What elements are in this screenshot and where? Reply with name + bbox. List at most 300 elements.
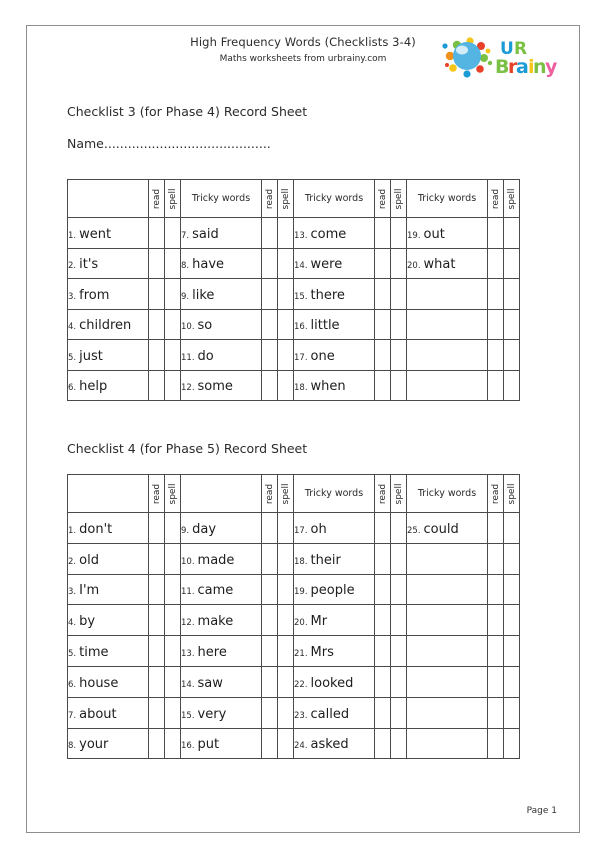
word-number: 24. bbox=[294, 741, 308, 752]
word-text: oh bbox=[310, 521, 327, 537]
word-cell-empty bbox=[407, 574, 488, 605]
word-number: 5. bbox=[68, 649, 77, 660]
svg-text:R: R bbox=[514, 39, 528, 59]
spell-checkbox-cell[interactable] bbox=[391, 728, 407, 759]
header-words-2 bbox=[181, 475, 262, 513]
word-number: 15. bbox=[294, 291, 308, 302]
read-checkbox-cell[interactable] bbox=[262, 605, 278, 636]
spell-checkbox-cell[interactable] bbox=[504, 636, 520, 667]
word-text: like bbox=[192, 287, 215, 303]
word-text: your bbox=[79, 737, 109, 753]
header-words-3: Tricky words bbox=[294, 475, 375, 513]
word-text: looked bbox=[310, 675, 354, 691]
word-text: it's bbox=[79, 257, 99, 273]
word-cell bbox=[181, 543, 262, 574]
word-number: 17. bbox=[294, 525, 308, 536]
word-text: some bbox=[197, 379, 233, 395]
read-checkbox-cell[interactable] bbox=[149, 728, 165, 759]
header-spell-3: spell bbox=[391, 180, 407, 218]
spell-checkbox-cell[interactable] bbox=[504, 218, 520, 249]
spell-checkbox-cell[interactable] bbox=[278, 666, 294, 697]
checklist4-table bbox=[67, 474, 520, 759]
word-cell-empty bbox=[407, 370, 488, 401]
spell-checkbox-cell[interactable] bbox=[278, 728, 294, 759]
header-read-2: read bbox=[262, 475, 278, 513]
read-checkbox-cell[interactable] bbox=[262, 370, 278, 401]
word-cell bbox=[294, 728, 375, 759]
word-cell-empty bbox=[407, 636, 488, 667]
word-text: house bbox=[79, 675, 119, 691]
read-checkbox-cell[interactable] bbox=[375, 728, 391, 759]
read-checkbox-cell[interactable] bbox=[149, 666, 165, 697]
spell-checkbox-cell[interactable] bbox=[165, 513, 181, 544]
word-cell bbox=[68, 218, 149, 249]
word-cell bbox=[68, 543, 149, 574]
read-checkbox-cell[interactable] bbox=[149, 697, 165, 728]
spell-checkbox-cell[interactable] bbox=[504, 340, 520, 371]
spell-checkbox-cell[interactable] bbox=[504, 574, 520, 605]
word-number: 10. bbox=[181, 322, 195, 333]
word-text: about bbox=[79, 706, 117, 722]
read-checkbox-cell[interactable] bbox=[149, 218, 165, 249]
table-row bbox=[68, 370, 520, 401]
word-cell bbox=[294, 543, 375, 574]
spell-checkbox-cell[interactable] bbox=[165, 279, 181, 310]
word-number: 18. bbox=[294, 383, 308, 394]
word-cell bbox=[294, 636, 375, 667]
spell-checkbox-cell[interactable] bbox=[391, 543, 407, 574]
table-row bbox=[68, 279, 520, 310]
spell-checkbox-cell[interactable] bbox=[504, 309, 520, 340]
spell-checkbox-cell[interactable] bbox=[278, 218, 294, 249]
spell-checkbox-cell[interactable] bbox=[391, 218, 407, 249]
word-cell bbox=[407, 218, 488, 249]
header-spell-2: spell bbox=[278, 180, 294, 218]
read-checkbox-cell[interactable] bbox=[149, 636, 165, 667]
word-number: 22. bbox=[294, 679, 308, 690]
spell-checkbox-cell[interactable] bbox=[391, 513, 407, 544]
spell-checkbox-cell[interactable] bbox=[504, 605, 520, 636]
word-text: do bbox=[197, 348, 214, 364]
word-cell-empty bbox=[407, 697, 488, 728]
word-number: 2. bbox=[68, 261, 77, 272]
word-cell bbox=[294, 513, 375, 544]
svg-text:B: B bbox=[495, 56, 510, 78]
header-read-3: read bbox=[375, 475, 391, 513]
word-cell bbox=[181, 340, 262, 371]
word-cell-empty bbox=[407, 543, 488, 574]
spell-checkbox-cell[interactable] bbox=[391, 279, 407, 310]
word-text: from bbox=[79, 287, 110, 303]
spell-checkbox-cell[interactable] bbox=[391, 248, 407, 279]
table-row bbox=[68, 218, 520, 249]
word-text: said bbox=[192, 226, 219, 242]
word-cell-empty bbox=[407, 728, 488, 759]
checklist3-table-wrap bbox=[67, 179, 547, 401]
read-checkbox-cell[interactable] bbox=[149, 605, 165, 636]
word-cell bbox=[294, 279, 375, 310]
read-checkbox-cell[interactable] bbox=[149, 309, 165, 340]
svg-text:y: y bbox=[545, 56, 558, 78]
read-checkbox-cell[interactable] bbox=[149, 370, 165, 401]
urbrainy-logo-graphic bbox=[441, 32, 561, 88]
word-cell bbox=[68, 574, 149, 605]
spell-checkbox-cell[interactable] bbox=[391, 636, 407, 667]
word-cell bbox=[181, 218, 262, 249]
worksheet-content bbox=[67, 104, 547, 759]
spell-checkbox-cell[interactable] bbox=[165, 309, 181, 340]
word-text: day bbox=[192, 521, 217, 537]
word-cell bbox=[68, 636, 149, 667]
svg-text:a: a bbox=[516, 56, 529, 78]
word-cell bbox=[407, 248, 488, 279]
read-checkbox-cell[interactable] bbox=[262, 340, 278, 371]
word-text: just bbox=[79, 348, 103, 364]
table-row bbox=[68, 697, 520, 728]
word-number: 15. bbox=[181, 710, 195, 721]
read-checkbox-cell[interactable] bbox=[488, 370, 504, 401]
word-cell bbox=[181, 513, 262, 544]
page-header bbox=[27, 34, 579, 92]
header-words-3: Tricky words bbox=[294, 180, 375, 218]
header-read-3: read bbox=[375, 180, 391, 218]
read-checkbox-cell[interactable] bbox=[375, 309, 391, 340]
word-cell bbox=[294, 309, 375, 340]
read-checkbox-cell[interactable] bbox=[375, 370, 391, 401]
read-checkbox-cell[interactable] bbox=[488, 605, 504, 636]
word-text: were bbox=[310, 257, 343, 273]
word-text: came bbox=[197, 583, 234, 599]
word-number: 20. bbox=[294, 618, 308, 629]
read-checkbox-cell[interactable] bbox=[488, 666, 504, 697]
read-checkbox-cell[interactable] bbox=[262, 728, 278, 759]
word-text: out bbox=[423, 226, 445, 242]
section-title-checklist4: Checklist 4 (for Phase 5) Record Sheet bbox=[67, 441, 308, 456]
read-checkbox-cell[interactable] bbox=[149, 248, 165, 279]
word-cell bbox=[68, 728, 149, 759]
word-number: 14. bbox=[181, 679, 195, 690]
word-number: 13. bbox=[181, 649, 195, 660]
table-header-row bbox=[68, 475, 520, 513]
word-cell bbox=[294, 574, 375, 605]
word-cell-empty bbox=[407, 309, 488, 340]
word-cell bbox=[407, 513, 488, 544]
spell-checkbox-cell[interactable] bbox=[504, 728, 520, 759]
word-text: very bbox=[197, 706, 227, 722]
word-number: 3. bbox=[68, 291, 77, 302]
spell-checkbox-cell[interactable] bbox=[504, 248, 520, 279]
read-checkbox-cell[interactable] bbox=[262, 279, 278, 310]
spell-checkbox-cell[interactable] bbox=[278, 513, 294, 544]
spell-checkbox-cell[interactable] bbox=[504, 543, 520, 574]
read-checkbox-cell[interactable] bbox=[375, 697, 391, 728]
spell-checkbox-cell[interactable] bbox=[278, 370, 294, 401]
spell-checkbox-cell[interactable] bbox=[391, 340, 407, 371]
word-cell bbox=[181, 605, 262, 636]
checklist3-table bbox=[67, 179, 520, 401]
read-checkbox-cell[interactable] bbox=[375, 513, 391, 544]
spell-checkbox-cell[interactable] bbox=[165, 574, 181, 605]
table-row bbox=[68, 309, 520, 340]
word-cell bbox=[294, 340, 375, 371]
read-checkbox-cell[interactable] bbox=[375, 248, 391, 279]
spell-checkbox-cell[interactable] bbox=[391, 666, 407, 697]
read-checkbox-cell[interactable] bbox=[375, 340, 391, 371]
word-cell bbox=[294, 666, 375, 697]
word-cell bbox=[181, 248, 262, 279]
read-checkbox-cell[interactable] bbox=[488, 636, 504, 667]
table-row bbox=[68, 543, 520, 574]
spell-checkbox-cell[interactable] bbox=[504, 370, 520, 401]
table-row bbox=[68, 636, 520, 667]
read-checkbox-cell[interactable] bbox=[375, 636, 391, 667]
word-number: 19. bbox=[294, 587, 308, 598]
name-field-line: Name.......................................... bbox=[67, 136, 271, 151]
word-text: one bbox=[310, 348, 335, 364]
spell-checkbox-cell[interactable] bbox=[165, 543, 181, 574]
read-checkbox-cell[interactable] bbox=[262, 218, 278, 249]
header-words-4: Tricky words bbox=[407, 180, 488, 218]
word-text: here bbox=[197, 645, 227, 661]
spell-checkbox-cell[interactable] bbox=[278, 340, 294, 371]
table-row bbox=[68, 248, 520, 279]
word-text: old bbox=[79, 552, 99, 568]
word-text: so bbox=[197, 318, 213, 334]
word-text: I'm bbox=[79, 583, 100, 599]
read-checkbox-cell[interactable] bbox=[262, 636, 278, 667]
read-checkbox-cell[interactable] bbox=[149, 513, 165, 544]
checklist4-table-wrap bbox=[67, 474, 547, 759]
word-number: 16. bbox=[294, 322, 308, 333]
word-number: 4. bbox=[68, 322, 77, 333]
word-number: 9. bbox=[181, 291, 190, 302]
read-checkbox-cell[interactable] bbox=[262, 697, 278, 728]
word-cell bbox=[68, 370, 149, 401]
spell-checkbox-cell[interactable] bbox=[278, 543, 294, 574]
spell-checkbox-cell[interactable] bbox=[278, 248, 294, 279]
word-text: make bbox=[197, 614, 234, 630]
word-cell bbox=[181, 728, 262, 759]
word-cell bbox=[68, 605, 149, 636]
word-number: 12. bbox=[181, 618, 195, 629]
section-title-checklist3: Checklist 3 (for Phase 4) Record Sheet bbox=[67, 104, 308, 119]
word-text: made bbox=[197, 552, 235, 568]
word-number: 6. bbox=[68, 679, 77, 690]
read-checkbox-cell[interactable] bbox=[375, 279, 391, 310]
word-number: 20. bbox=[407, 261, 421, 272]
header-read-1: read bbox=[149, 475, 165, 513]
word-text: come bbox=[310, 226, 347, 242]
spell-checkbox-cell[interactable] bbox=[391, 574, 407, 605]
read-checkbox-cell[interactable] bbox=[375, 574, 391, 605]
page-title: High Frequency Words (Checklists 3-4) bbox=[190, 35, 416, 49]
word-cell bbox=[294, 218, 375, 249]
word-number: 5. bbox=[68, 352, 77, 363]
word-text: called bbox=[310, 706, 350, 722]
svg-text:i: i bbox=[528, 56, 535, 78]
spell-checkbox-cell[interactable] bbox=[278, 636, 294, 667]
word-number: 7. bbox=[181, 230, 190, 241]
spell-checkbox-cell[interactable] bbox=[165, 728, 181, 759]
checklist3-table-body bbox=[68, 218, 520, 401]
spell-checkbox-cell[interactable] bbox=[278, 605, 294, 636]
word-cell bbox=[68, 279, 149, 310]
read-checkbox-cell[interactable] bbox=[488, 543, 504, 574]
word-number: 21. bbox=[294, 649, 308, 660]
spell-checkbox-cell[interactable] bbox=[504, 666, 520, 697]
word-number: 7. bbox=[68, 710, 77, 721]
spell-checkbox-cell[interactable] bbox=[278, 309, 294, 340]
spell-checkbox-cell[interactable] bbox=[165, 218, 181, 249]
read-checkbox-cell[interactable] bbox=[262, 248, 278, 279]
header-read-4: read bbox=[488, 180, 504, 218]
spell-checkbox-cell[interactable] bbox=[165, 340, 181, 371]
header-words-1 bbox=[68, 475, 149, 513]
word-cell-empty bbox=[407, 666, 488, 697]
word-cell bbox=[181, 309, 262, 340]
word-cell bbox=[294, 370, 375, 401]
word-cell bbox=[294, 697, 375, 728]
word-cell-empty bbox=[407, 340, 488, 371]
word-cell bbox=[181, 697, 262, 728]
read-checkbox-cell[interactable] bbox=[488, 248, 504, 279]
header-spell-1: spell bbox=[165, 180, 181, 218]
read-checkbox-cell[interactable] bbox=[488, 513, 504, 544]
word-text: their bbox=[310, 552, 341, 568]
spell-checkbox-cell[interactable] bbox=[504, 279, 520, 310]
page-subtitle: Maths worksheets from urbrainy.com bbox=[219, 54, 387, 64]
word-number: 19. bbox=[407, 230, 421, 241]
table-row bbox=[68, 666, 520, 697]
header-read-2: read bbox=[262, 180, 278, 218]
read-checkbox-cell[interactable] bbox=[262, 666, 278, 697]
spell-checkbox-cell[interactable] bbox=[165, 666, 181, 697]
read-checkbox-cell[interactable] bbox=[262, 309, 278, 340]
word-number: 16. bbox=[181, 741, 195, 752]
svg-text:n: n bbox=[533, 56, 547, 78]
header-spell-4: spell bbox=[504, 475, 520, 513]
spell-checkbox-cell[interactable] bbox=[391, 309, 407, 340]
read-checkbox-cell[interactable] bbox=[262, 543, 278, 574]
word-text: Mr bbox=[310, 614, 328, 630]
word-number: 18. bbox=[294, 556, 308, 567]
word-number: 17. bbox=[294, 352, 308, 363]
word-text: help bbox=[79, 379, 108, 395]
word-cell bbox=[68, 248, 149, 279]
word-number: 3. bbox=[68, 587, 77, 598]
word-cell bbox=[181, 279, 262, 310]
header-spell-1: spell bbox=[165, 475, 181, 513]
read-checkbox-cell[interactable] bbox=[375, 666, 391, 697]
word-number: 6. bbox=[68, 383, 77, 394]
read-checkbox-cell[interactable] bbox=[488, 728, 504, 759]
read-checkbox-cell[interactable] bbox=[488, 279, 504, 310]
word-cell bbox=[181, 370, 262, 401]
word-text: Mrs bbox=[310, 645, 334, 661]
word-cell bbox=[181, 636, 262, 667]
read-checkbox-cell[interactable] bbox=[488, 218, 504, 249]
logo-globe-icon bbox=[442, 37, 492, 77]
word-cell-empty bbox=[407, 279, 488, 310]
word-text: could bbox=[423, 521, 459, 537]
word-cell bbox=[181, 574, 262, 605]
table-row bbox=[68, 574, 520, 605]
spell-checkbox-cell[interactable] bbox=[504, 697, 520, 728]
word-text: went bbox=[79, 226, 112, 242]
word-text: don't bbox=[79, 521, 113, 537]
spell-checkbox-cell[interactable] bbox=[391, 370, 407, 401]
word-text: put bbox=[197, 737, 220, 753]
read-checkbox-cell[interactable] bbox=[149, 340, 165, 371]
read-checkbox-cell[interactable] bbox=[488, 309, 504, 340]
word-text: when bbox=[310, 379, 346, 395]
word-cell-empty bbox=[407, 605, 488, 636]
spell-checkbox-cell[interactable] bbox=[165, 636, 181, 667]
word-cell bbox=[68, 697, 149, 728]
header-words-2: Tricky words bbox=[181, 180, 262, 218]
spell-checkbox-cell[interactable] bbox=[165, 248, 181, 279]
word-text: there bbox=[310, 287, 345, 303]
word-cell bbox=[68, 513, 149, 544]
word-number: 1. bbox=[68, 230, 77, 241]
spell-checkbox-cell[interactable] bbox=[278, 697, 294, 728]
read-checkbox-cell[interactable] bbox=[262, 574, 278, 605]
read-checkbox-cell[interactable] bbox=[488, 574, 504, 605]
svg-text:r: r bbox=[508, 56, 518, 78]
word-number: 11. bbox=[181, 587, 195, 598]
read-checkbox-cell[interactable] bbox=[149, 543, 165, 574]
word-number: 13. bbox=[294, 230, 308, 241]
read-checkbox-cell[interactable] bbox=[149, 574, 165, 605]
read-checkbox-cell[interactable] bbox=[488, 697, 504, 728]
spell-checkbox-cell[interactable] bbox=[165, 370, 181, 401]
spell-checkbox-cell[interactable] bbox=[391, 697, 407, 728]
word-text: people bbox=[310, 583, 355, 599]
word-number: 8. bbox=[181, 261, 190, 272]
word-number: 2. bbox=[68, 556, 77, 567]
read-checkbox-cell[interactable] bbox=[149, 279, 165, 310]
spell-checkbox-cell[interactable] bbox=[278, 279, 294, 310]
spell-checkbox-cell[interactable] bbox=[278, 574, 294, 605]
word-cell bbox=[181, 666, 262, 697]
word-text: by bbox=[79, 614, 96, 630]
word-cell bbox=[68, 340, 149, 371]
read-checkbox-cell[interactable] bbox=[488, 340, 504, 371]
word-text: have bbox=[192, 257, 225, 273]
header-words-4: Tricky words bbox=[407, 475, 488, 513]
word-number: 8. bbox=[68, 741, 77, 752]
word-number: 10. bbox=[181, 556, 195, 567]
read-checkbox-cell[interactable] bbox=[375, 218, 391, 249]
spell-checkbox-cell[interactable] bbox=[165, 697, 181, 728]
word-number: 23. bbox=[294, 710, 308, 721]
word-cell bbox=[294, 605, 375, 636]
read-checkbox-cell[interactable] bbox=[375, 543, 391, 574]
word-text: asked bbox=[310, 737, 349, 753]
word-text: time bbox=[79, 645, 109, 661]
header-words-1 bbox=[68, 180, 149, 218]
read-checkbox-cell[interactable] bbox=[375, 605, 391, 636]
checklist4-table-body bbox=[68, 513, 520, 759]
read-checkbox-cell[interactable] bbox=[262, 513, 278, 544]
header-spell-4: spell bbox=[504, 180, 520, 218]
worksheet-page bbox=[26, 25, 580, 833]
spell-checkbox-cell[interactable] bbox=[165, 605, 181, 636]
spell-checkbox-cell[interactable] bbox=[504, 513, 520, 544]
table-row bbox=[68, 513, 520, 544]
spell-checkbox-cell[interactable] bbox=[391, 605, 407, 636]
table-row bbox=[68, 340, 520, 371]
